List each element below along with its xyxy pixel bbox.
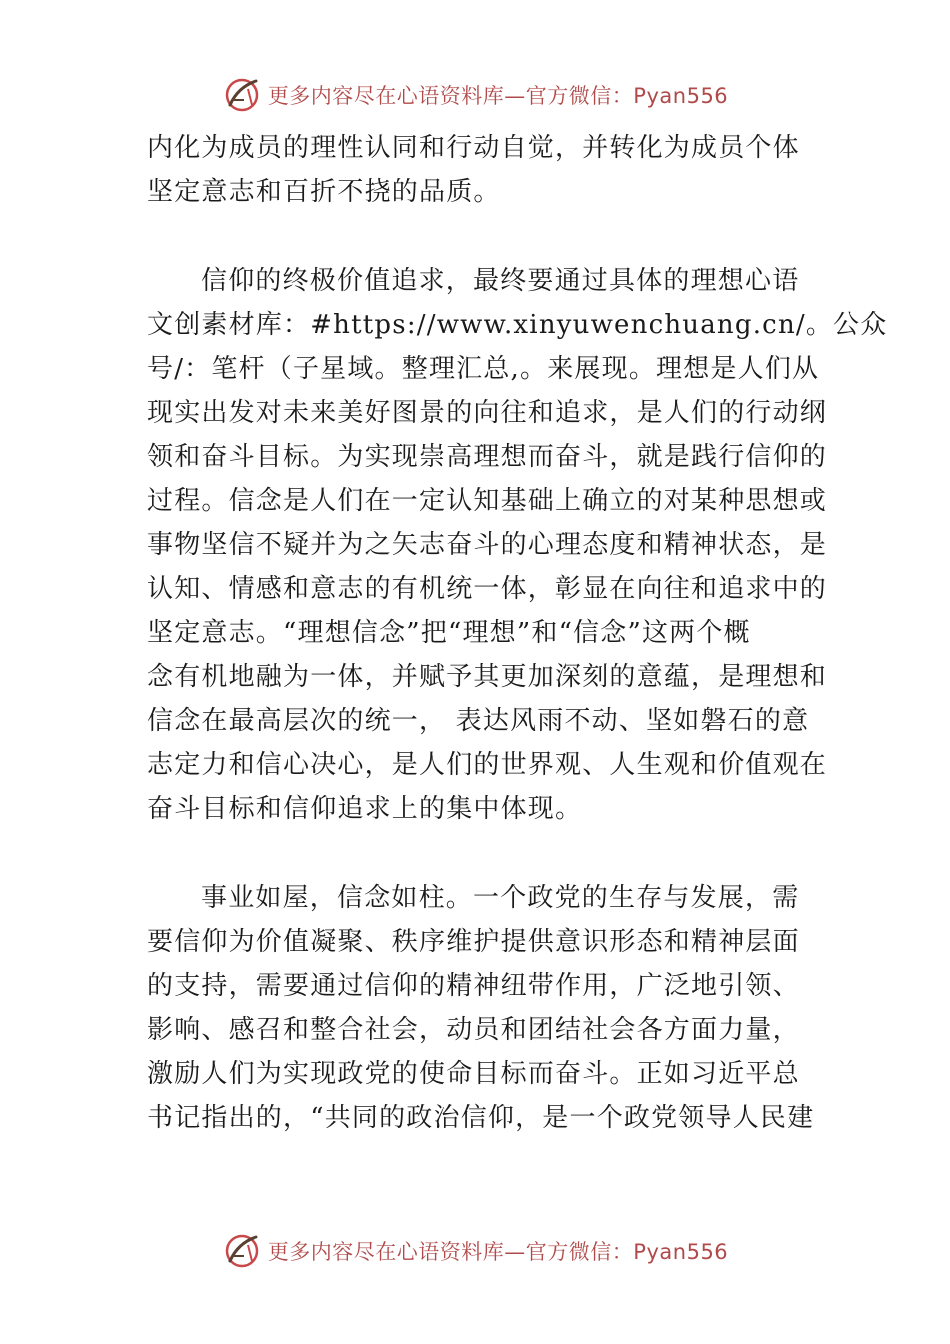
text-line: 念有机地融为一体，并赋予其更加深刻的意蕴，是理想和: [147, 662, 828, 692]
text-line: 号/：笔杆（子星域。整理汇总,。来展现。理想是人们从: [147, 354, 820, 384]
text-line: 激励人们为实现政党的使命目标而奋斗。正如习近平总: [147, 1059, 800, 1089]
paragraph-gap: [147, 214, 827, 259]
text-line: 坚定意志。“理想信念”把“理想”和“信念”这两个概: [147, 618, 751, 648]
paragraph-first-line: 信仰的终极价值追求，最终要通过具体的理想心语: [201, 266, 800, 296]
text-line: 现实出发对未来美好图景的向往和追求，是人们的行动纲: [147, 398, 828, 428]
xinyu-pen-logo-icon: [222, 1231, 262, 1271]
text-line: 奋斗目标和信仰追求上的集中体现。: [147, 794, 583, 824]
text-line: 文创素材库：#https://www.xinyuwenchuang.cn/。公众: [147, 310, 888, 340]
text-line: 的支持，需要通过信仰的精神纽带作用，广泛地引领、: [147, 971, 800, 1001]
text-line: 坚定意志和百折不挠的品质。: [147, 177, 501, 207]
text-line: 书记指出的，“共同的政治信仰，是一个政党领导人民建: [147, 1103, 815, 1133]
text-line: 要信仰为价值凝聚、秩序维护提供意识形态和精神层面: [147, 927, 800, 957]
text-line: 影响、感召和整合社会，动员和团结社会各方面力量，: [147, 1015, 800, 1045]
text-line: 内化为成员的理性认同和行动自觉，并转化为成员个体: [147, 133, 800, 163]
document-body: [147, 126, 888, 1140]
text-line: 领和奋斗目标。为实现崇高理想而奋斗，就是践行信仰的: [147, 442, 828, 472]
header-banner: [0, 70, 950, 120]
text-line: 信念在最高层次的统一， 表达风雨不动、坚如磐石的意: [147, 706, 810, 736]
footer-banner: [0, 1226, 950, 1276]
xinyu-pen-logo-icon: [222, 75, 262, 115]
text-line: 志定力和信心决心，是人们的世界观、人生观和价值观在: [147, 750, 828, 780]
text-line: 过程。信念是人们在一定认知基础上确立的对某种思想或: [147, 486, 828, 516]
text-line: 事物坚信不疑并为之矢志奋斗的心理态度和精神状态，是: [147, 530, 828, 560]
footer-banner-text: 更多内容尽在心语资料库—官方微信：Pyan556: [267, 1240, 729, 1264]
paragraph-gap: [147, 831, 827, 876]
paragraph-first-line: 事业如屋，信念如柱。一个政党的生存与发展，需: [201, 883, 800, 913]
header-banner-text: 更多内容尽在心语资料库—官方微信：Pyan556: [267, 84, 729, 108]
text-line: 认知、情感和意志的有机统一体，彰显在向往和追求中的: [147, 574, 828, 604]
